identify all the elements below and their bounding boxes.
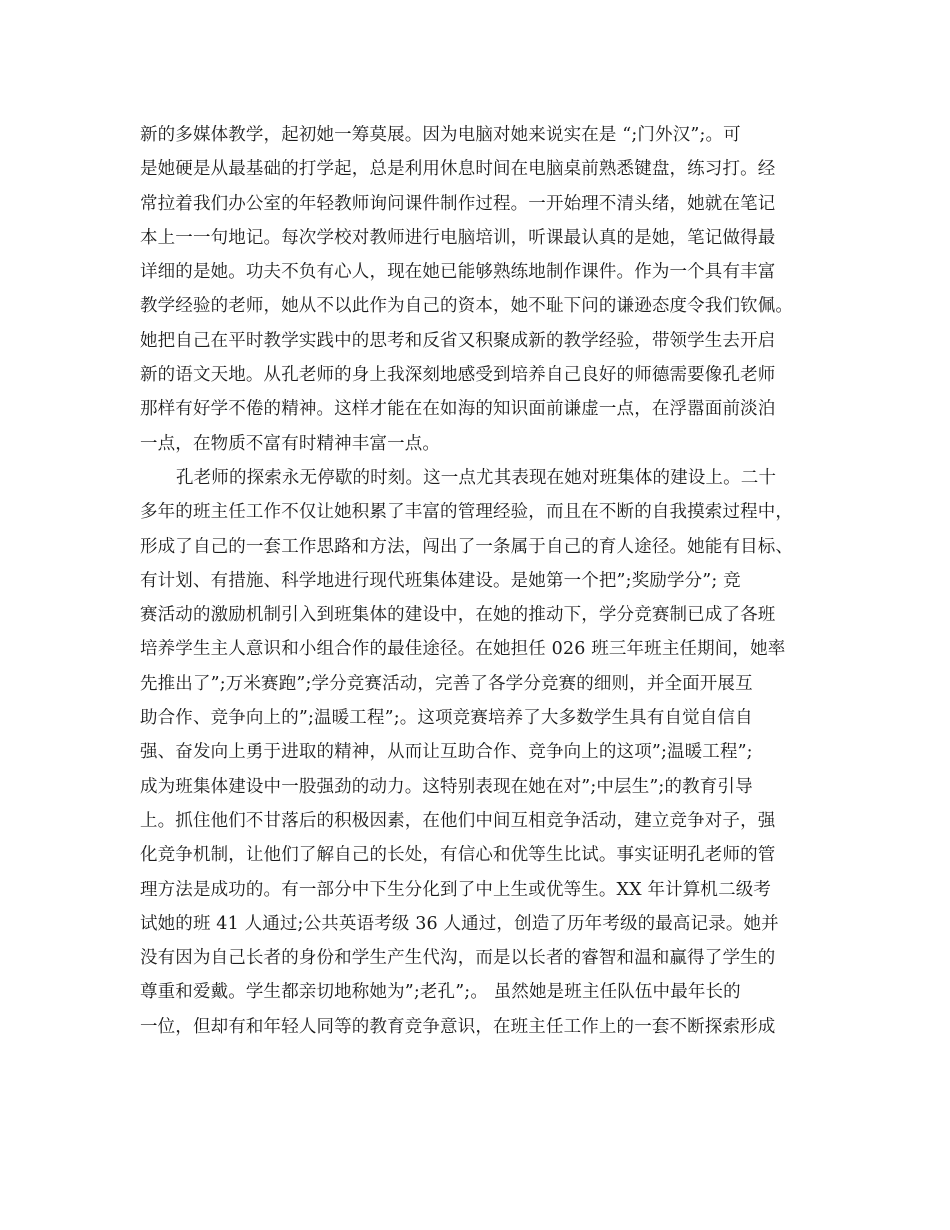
text-line: 多年的班主任工作不仅让她积累了丰富的管理经验，而且在不断的自我摸索过程中， xyxy=(140,502,794,523)
text-line: 培养学生主人意识和小组合作的最佳途径。在她担任 026 班三年班主任期间，她率 xyxy=(140,639,786,660)
text-line: 常拉着我们办公室的年轻教师询问课件制作过程。一开始理不清头绪，她就在笔记 xyxy=(140,193,776,214)
text-line: 详细的是她。功夫不负有心人，现在她已能够熟练地制作课件。作为一个具有丰富 xyxy=(140,262,776,283)
paragraph-start-line: 孔老师的探索永无停歇的时刻。这一点尤其表现在她对班集体的建设上。二十 xyxy=(176,467,777,488)
text-line: 试她的班 41 人通过;公共英语考级 36 人通过，创造了历年考级的最高记录。她并 xyxy=(140,913,779,934)
text-line: 那样有好学不倦的精神。这样才能在在如海的知识面前谦虚一点，在浮嚣面前淡泊 xyxy=(140,399,776,420)
text-line: 尊重和爱戴。学生都亲切地称她为”;老孔”;。 虽然她是班主任队伍中最年长的 xyxy=(140,982,741,1003)
text-line: 强、奋发向上勇于进取的精神，从而让互助合作、竞争向上的这项”;温暖工程”; xyxy=(140,742,753,763)
text-line: 是她硬是从最基础的打学起，总是利用休息时间在电脑桌前熟悉键盘，练习打。经 xyxy=(140,159,776,180)
text-line: 她把自己在平时教学实践中的思考和反省又积聚成新的教学经验，带领学生去开启 xyxy=(140,330,776,351)
text-line: 化竞争机制，让他们了解自己的长处，有信心和优等生比试。事实证明孔老师的管 xyxy=(140,845,776,866)
text-line: 上。抓住他们不甘落后的积极因素，在他们中间互相竞争活动，建立竞争对子，强 xyxy=(140,810,776,831)
text-line: 有计划、有措施、科学地进行现代班集体建设。是她第一个把”;奖励学分”; 竞 xyxy=(140,570,741,591)
text-line: 一位，但却有和年轻人同等的教育竞争意识，在班主任工作上的一套不断探索形成 xyxy=(140,1016,776,1037)
text-line: 没有因为自己长者的身份和学生产生代沟，而是以长者的睿智和温和赢得了学生的 xyxy=(140,948,776,969)
text-line: 助合作、竞争向上的”;温暖工程”;。这项竞赛培养了大多数学生具有自觉自信自 xyxy=(140,708,753,729)
text-line: 新的语文天地。从孔老师的身上我深刻地感受到培养自己良好的师德需要像孔老师 xyxy=(140,365,776,386)
body-text xyxy=(140,118,820,1044)
text-line: 赛活动的激励机制引入到班集体的建设中，在她的推动下，学分竞赛制已成了各班 xyxy=(140,605,776,626)
text-line: 教学经验的老师，她从不以此作为自己的资本，她不耻下问的谦逊态度令我们钦佩。 xyxy=(140,296,794,317)
text-line: 形成了自己的一套工作思路和方法，闯出了一条属于自己的育人途径。她能有目标、 xyxy=(140,536,794,557)
text-line: 本上一一句地记。每次学校对教师进行电脑培训，听课最认真的是她，笔记做得最 xyxy=(140,227,776,248)
text-line: 理方法是成功的。有一部分中下生分化到了中上生或优等生。XX 年计算机二级考 xyxy=(140,879,772,900)
text-line: 先推出了”;万米赛跑”;学分竞赛活动，完善了各学分竞赛的细则，并全面开展互 xyxy=(140,673,753,694)
text-line: 成为班集体建设中一股强劲的动力。这特别表现在她在对”;中层生”;的教育引导 xyxy=(140,776,753,797)
text-line: 一点，在物质不富有时精神丰富一点。 xyxy=(140,433,441,454)
text-line: 新的多媒体教学，起初她一筹莫展。因为电脑对她来说实在是 “;门外汉”;。可 xyxy=(140,125,741,145)
